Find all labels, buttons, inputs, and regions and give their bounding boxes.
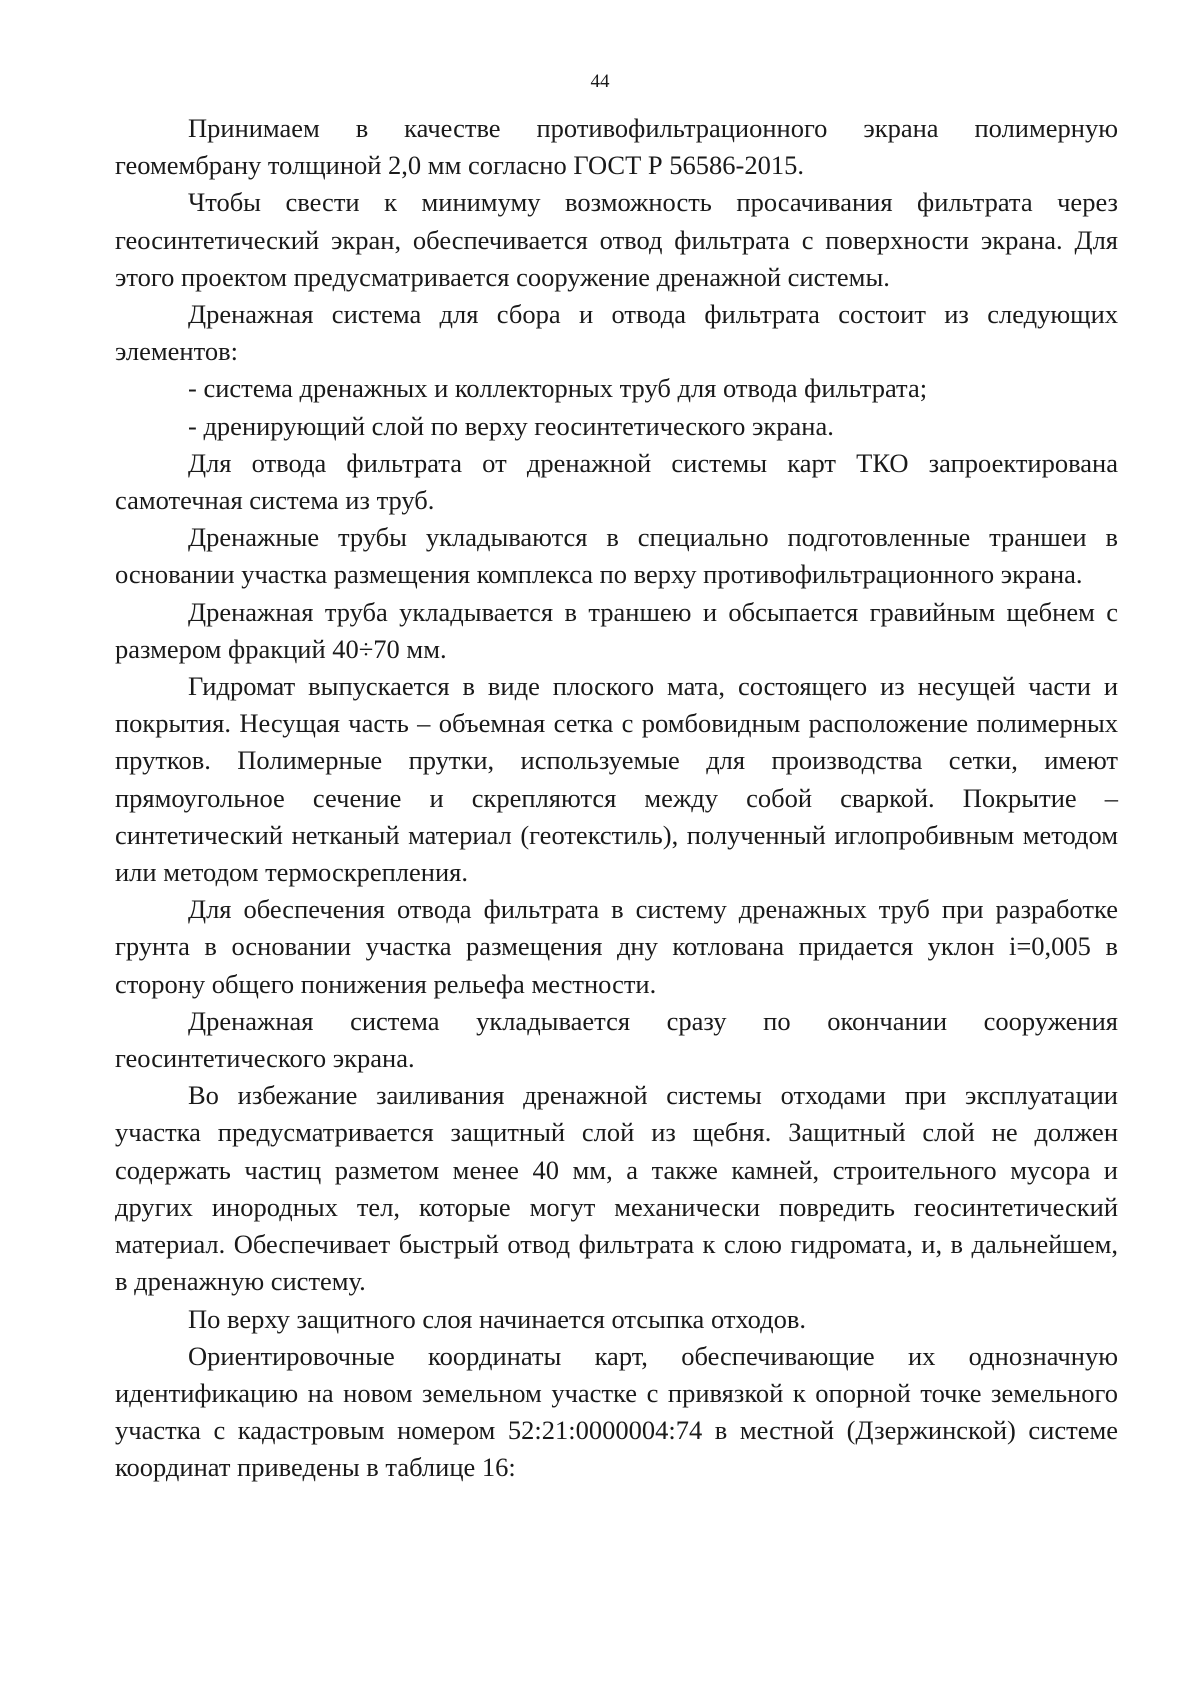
list-item: - система дренажных и коллекторных труб для отвода фильтрата;: [188, 373, 928, 404]
list-item: - дренирующий слой по верху геосинтетического экрана.: [188, 410, 834, 441]
paragraph: Дренажные трубы укладываются в специально подготовленные траншеи в основании участка размещения комплекса по верху противофильтрационного экрана.: [115, 522, 1118, 590]
page-number: 44: [590, 71, 610, 92]
paragraph: Принимаем в качестве противофильтрационного экрана полимерную геомембрану толщиной 2,0 мм согласно ГОСТ Р 56586-2015.: [115, 113, 1118, 181]
paragraph: Ориентировочные координаты карт, обеспечивающие их однозначную идентификацию на новом земельном участке с привязкой к опорной точке земельного участка с кадастровым номером 52:21:0000004:74 в местной (Дзержинской) системе координат приведены в таблице 16:: [115, 1340, 1118, 1483]
paragraph: Гидромат выпускается в виде плоского мата, состоящего из несущей части и покрытия. Несущая часть – объемная сетка с ромбовидным расположение полимерных прутков. Полимерные прутки, используемые для производства сетки, имеют прямоугольное сечение и скрепляются между собой сваркой. Покрытие – синтетический нетканый материал (геотекстиль), полученный иглопробивным методом или методом термоскрепления.: [115, 671, 1118, 888]
paragraph: Для обеспечения отвода фильтрата в систему дренажных труб при разработке грунта в основании участка размещения дну котлована придается уклон i=0,005 в сторону общего понижения рельефа местности.: [115, 894, 1118, 999]
paragraph: По верху защитного слоя начинается отсыпка отходов.: [188, 1303, 807, 1334]
paragraph: Для отвода фильтрата от дренажной системы карт ТКО запроектирована самотечная система из труб.: [115, 447, 1118, 516]
body-text: [115, 110, 1118, 1487]
paragraph: Во избежание заиливания дренажной системы отходами при эксплуатации участка предусматривается защитный слой из щебня. Защитный слой не должен содержать частиц разметом менее 40 мм, а также камней, строительного мусора и других инородных тел, которые могут механически повредить геосинтетический материал. Обеспечивает быстрый отвод фильтрата к слою гидромата, и, в дальнейшем, в дренажную систему.: [115, 1080, 1118, 1297]
paragraph: Чтобы свести к минимуму возможность просачивания фильтрата через геосинтетический экран, обеспечивается отвод фильтрата с поверхности экрана. Для этого проектом предусматривается сооружение дренажной системы.: [115, 187, 1118, 292]
paragraph: Дренажная система для сбора и отвода фильтрата состоит из следующих элементов:: [115, 299, 1118, 367]
paragraph: Дренажная труба укладывается в траншею и обсыпается гравийным щебнем с размером фракций 40÷70 мм.: [115, 596, 1118, 664]
paragraph: Дренажная система укладывается сразу по окончании сооружения геосинтетического экрана.: [115, 1005, 1118, 1074]
